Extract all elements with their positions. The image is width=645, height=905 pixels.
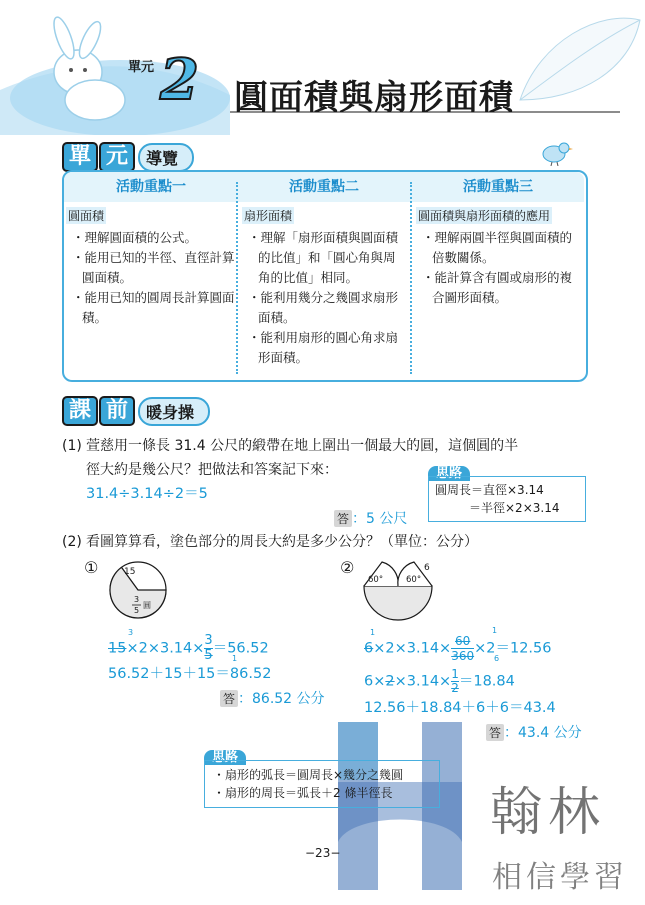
hint-tag: 思路	[204, 750, 246, 765]
bird-icon	[538, 138, 574, 166]
column-subtitle: 扇形面積	[244, 209, 293, 223]
fig1-answer	[220, 688, 325, 708]
work-term: ×2×3.14×	[126, 640, 205, 657]
page-title: 圓面積與扇形面積	[234, 78, 514, 118]
answer-value: ：43.4 公分	[504, 725, 582, 741]
column-divider	[410, 182, 412, 374]
fig1-cancel-small: 3	[128, 628, 134, 637]
fig2-work-line2	[364, 668, 515, 695]
work-fraction-num: 3	[204, 633, 213, 648]
hint-tag: 思路	[428, 466, 470, 481]
column-subtitle: 圓面積	[68, 209, 105, 223]
fig2-cancel-small: 1	[370, 628, 376, 637]
work-fraction-den: 360	[451, 649, 475, 663]
q2-number: (2)	[62, 534, 82, 550]
answer-label: 答	[334, 510, 352, 527]
watermark-brand: 翰林	[490, 783, 607, 843]
fig2-angle2: 60°	[406, 575, 422, 585]
fig2-cancel-small: 6	[494, 654, 500, 663]
overview-badge-char-1: 單	[62, 142, 98, 172]
warmup-badge-char-2: 前	[99, 396, 135, 426]
q1-text-line2: 徑大約是幾公尺？把做法和答案記下來：	[86, 462, 338, 478]
list-item: ・ 能利用幾分之幾圓求扇形面積。	[242, 288, 406, 328]
work-fraction	[204, 634, 212, 663]
list-item: ・ 理解圓面積的公式。	[66, 228, 236, 248]
fig1-circle-diagram	[104, 560, 174, 620]
fig2-work-line3: 12.56＋18.84＋6＋6＝43.4	[364, 700, 556, 716]
work-fraction-den: 2	[451, 681, 459, 695]
work-fraction-num: 60	[451, 634, 474, 649]
list-item: ・ 能計算含有圓或扇形的複合圖形面積。	[416, 268, 580, 308]
column-title: 活動重點一	[116, 179, 186, 195]
overview-badge-char-2: 元	[99, 142, 135, 172]
overview-column-2	[242, 176, 406, 368]
work-term: ＝18.84	[458, 673, 515, 690]
fig2-side-label: 6	[424, 563, 430, 573]
fig2-answer	[486, 722, 582, 742]
overview-column-3	[416, 176, 580, 308]
work-term: ×3.14×	[394, 673, 452, 690]
column-title: 活動重點二	[289, 179, 359, 195]
fig1-cancel-small: 1	[232, 654, 238, 663]
q1-hint-box	[428, 476, 586, 522]
work-term: ×2＝12.56	[474, 640, 552, 657]
work-term: ＝56.52	[212, 640, 269, 657]
work-term: 6×	[364, 673, 386, 690]
answer-label: 答	[220, 690, 238, 707]
page-number: −23−	[305, 846, 341, 860]
q1-number: (1)	[62, 438, 82, 454]
overview-column-1	[66, 176, 236, 328]
column-title: 活動重點三	[463, 179, 533, 195]
hint-line: ＝半徑×2×3.14	[469, 501, 560, 515]
overview-badge-label: 導覽	[138, 143, 194, 172]
overview-badge	[62, 142, 194, 172]
work-fraction-num: 1	[451, 667, 459, 681]
column-subtitle: 圓面積與扇形面積的應用	[418, 209, 551, 223]
q1-text-line1: 萱慈用一條長 31.4 公尺的緞帶在地上圍出一個最大的圓，這個圓的半	[86, 438, 519, 454]
fig1-marker: ①	[84, 558, 99, 577]
answer-value: ：5 公尺	[352, 511, 408, 527]
answer-value: ：86.52 公分	[238, 691, 325, 707]
list-item: ・ 能用已知的圓周長計算圓面積。	[66, 288, 236, 328]
unit-label: 單元	[128, 60, 155, 75]
watermark-slogan: 相信學習	[492, 860, 628, 895]
fig2-angle1: 60°	[368, 575, 384, 585]
warmup-badge-char-1: 課	[62, 396, 98, 426]
fig2-marker: ②	[340, 558, 355, 577]
work-term: ×2×3.14×	[373, 640, 452, 657]
hint-line: 圓周長＝直徑×3.14	[435, 483, 544, 497]
q1-work: 31.4÷3.14÷2＝5	[86, 486, 208, 502]
q1-answer	[334, 508, 407, 528]
work-term: 15	[108, 640, 127, 657]
warmup-badge	[62, 396, 210, 426]
fig1-fraction-unit: 圓	[143, 601, 151, 610]
list-item: ・ 能利用扇形的圓心角求扇形面積。	[242, 328, 406, 368]
hint-line: ・扇形的弧長＝圓周長×幾分之幾圓	[213, 768, 404, 782]
fig2-work-line1	[364, 634, 552, 663]
warmup-badge-label: 暖身操	[138, 397, 210, 426]
work-fraction	[451, 634, 474, 663]
fig1-fraction-den: 5	[134, 606, 140, 615]
unit-number: 2	[160, 47, 199, 113]
work-term: 2	[385, 673, 395, 690]
hint-line: ・扇形的周長＝弧長＋2 條半徑長	[213, 786, 393, 800]
list-item: ・ 理解兩圓半徑與圓面積的倍數關係。	[416, 228, 580, 268]
work-term: 6	[364, 640, 374, 657]
fig2-cancel-small: 1	[492, 626, 498, 635]
work-fraction-den: 5	[204, 648, 213, 663]
q2-hint-box	[204, 760, 440, 808]
answer-label: 答	[486, 724, 504, 741]
list-item: ・ 能用已知的半徑、直徑計算圓面積。	[66, 248, 236, 288]
list-item: ・ 理解「扇形面積與圓面積的比值」和「圓心角與周角的比值」相同。	[242, 228, 406, 288]
q2-text: 看圖算算看，塗色部分的周長大約是多少公分？（單位：公分）	[86, 534, 478, 550]
column-divider	[236, 182, 238, 374]
fig1-radius-label: 15	[124, 567, 136, 577]
fig1-work-line1	[108, 634, 269, 663]
fig2-petal-diagram	[360, 558, 440, 622]
work-fraction	[451, 668, 459, 695]
fig1-work-line2: 56.52＋15＋15＝86.52	[108, 666, 272, 682]
fig1-fraction-num: 3	[134, 595, 140, 604]
